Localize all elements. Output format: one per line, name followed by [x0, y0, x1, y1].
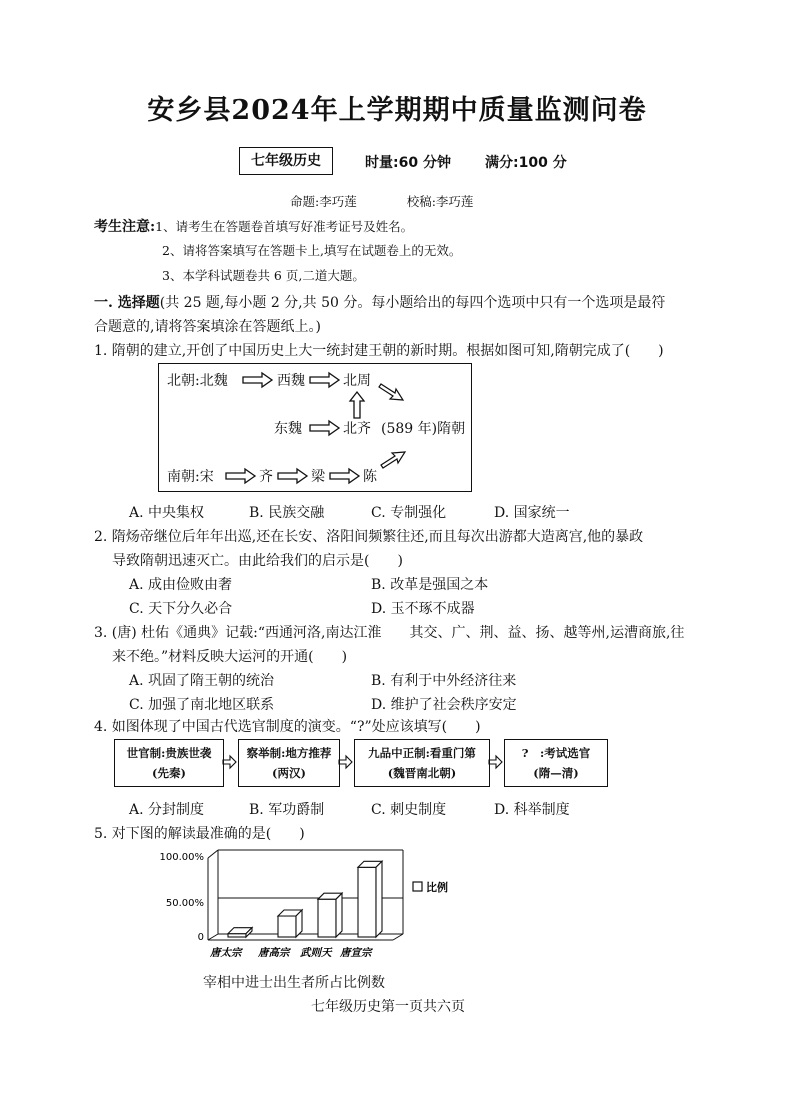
y-tick-label: 0 [197, 932, 204, 943]
north-label: 北朝:北魏 [167, 373, 228, 389]
page-title: 安乡县2024年上学期期中质量监测问卷 [147, 95, 647, 126]
q2-stem-1: 2. 隋炀帝继位后年年出巡,还在长安、洛阳间频繁往还,而且每次出游都大造离宫,他的暴政 [94, 529, 644, 545]
exam-info [0, 147, 794, 177]
q3-option-a: A. 巩固了隋王朝的统治 [129, 673, 275, 689]
arrow-right-icon [225, 468, 257, 484]
q4-option-c: C. 刺史制度 [371, 802, 447, 818]
grade-box: 七年级历史 [239, 147, 333, 175]
section-label: 一. 选择题 [94, 295, 160, 311]
q2-option-a: A. 成由俭败由奢 [129, 577, 233, 593]
flow-box-4-line1: ? :考试选官 [521, 746, 591, 760]
q4-option-d: D. 科举制度 [494, 802, 570, 818]
q4-option-b: B. 军功爵制 [249, 802, 325, 818]
q2-option-d: D. 玉不琢不成器 [371, 601, 475, 617]
q5-stem: 5. 对下图的解读最准确的是( ) [94, 826, 305, 842]
q1-stem: 1. 隋朝的建立,开创了中国历史上大一统封建王朝的新时期。根据如图可知,隋朝完成了( ) [94, 343, 664, 359]
northern-qi: 北齐 [343, 421, 371, 437]
eastern-wei: 东魏 [274, 421, 302, 437]
section-text-2: 合题意的,请将答案填涂在答题纸上。) [94, 319, 321, 335]
exam-score: 满分:100 分 [485, 155, 567, 171]
x-tick-label: 唐宣宗 [340, 947, 372, 959]
arrow-up-icon [349, 391, 365, 419]
notice-line-1: 1、请考生在答题卷首填写好准考证号及姓名。 [155, 219, 414, 234]
q2-option-b: B. 改革是强国之本 [371, 577, 489, 593]
q3-option-c: C. 加强了南北地区联系 [129, 697, 275, 713]
flow-box-2-line2: (两汉) [272, 766, 306, 780]
y-tick-label: 50.00% [165, 898, 204, 909]
section-text-1: (共 25 题,每小题 2 分,共 50 分。每小题给出的每四个选项中只有一个选项是最符 [159, 295, 666, 311]
y-tick-label: 100.00% [159, 852, 204, 863]
chart-bar [278, 910, 302, 937]
q3-option-d: D. 维护了社会秩序安定 [371, 697, 517, 713]
legend-label: 比例 [426, 881, 448, 894]
chart-bar [228, 928, 252, 937]
south-label: 南朝:宋 [167, 469, 214, 485]
flow-box-4 [504, 739, 608, 787]
arrow-right-icon [242, 372, 274, 388]
flow-box-2 [238, 739, 340, 787]
south-chen: 陈 [363, 469, 377, 485]
flow-box-1-line1: 世官制:贵族世袭 [126, 746, 212, 760]
q1-option-c: C. 专制强化 [371, 505, 447, 521]
q1-option-d: D. 国家统一 [494, 505, 570, 521]
q1-option-b: B. 民族交融 [249, 505, 325, 521]
q2-stem-2: 导致隋朝迅速灭亡。由此给我们的启示是( ) [112, 553, 403, 569]
x-tick-label: 唐太宗 [210, 947, 242, 959]
arrow-right-icon [339, 756, 353, 768]
q4-option-a: A. 分封制度 [129, 802, 205, 818]
flow-box-3-line1: 九品中正制:看重门第 [368, 746, 476, 760]
x-tick-label: 唐高宗 [258, 947, 290, 959]
flow-box-1 [114, 739, 224, 787]
dynasty-diagram [158, 363, 472, 492]
arrow-right-icon [489, 756, 503, 768]
arrow-right-icon [329, 468, 361, 484]
legend-swatch [413, 882, 422, 891]
northern-zhou: 北周 [343, 373, 371, 389]
arrow-diagonal-down-icon [379, 380, 405, 402]
chart-caption: 宰相中进士出生者所占比例数 [203, 975, 385, 991]
arrow-diagonal-up-icon [381, 450, 407, 472]
arrow-right-icon [277, 468, 309, 484]
exam-time: 时量:60 分钟 [365, 155, 451, 171]
x-tick-label: 武则天 [300, 947, 332, 959]
flow-box-3-line2: (魏晋南北朝) [387, 766, 457, 780]
chart-bar [318, 893, 342, 937]
south-liang: 梁 [311, 469, 325, 485]
arrow-right-icon [309, 372, 341, 388]
chart-bar [358, 861, 382, 937]
flow-box-3 [354, 739, 490, 787]
q1-option-a: A. 中央集权 [129, 505, 205, 521]
q4-stem: 4. 如图体现了中国古代选官制度的演变。“?”处应该填写( ) [94, 719, 481, 735]
ratio-bar-chart [159, 848, 463, 963]
arrow-right-icon [223, 756, 237, 768]
notice-line-2: 2、请将答案填写在答题卡上,填写在试题卷上的无效。 [162, 243, 462, 258]
flow-box-1-line2: (先秦) [152, 766, 186, 780]
chart-legend [413, 880, 448, 894]
q3-stem-1: 3. (唐) 杜佑《通典》记载:“西通河洛,南达江淮 其交、广、荆、益、扬、越等州,运漕商旅,往 [94, 625, 685, 641]
south-qi: 齐 [259, 469, 273, 485]
q3-stem-2: 来不绝。”材料反映大运河的开通( ) [112, 649, 348, 665]
western-wei: 西魏 [277, 373, 305, 389]
authors: 命题:李巧莲 校稿:李巧莲 [290, 194, 474, 209]
notice-label: 考生注意: [94, 219, 156, 235]
page-footer: 七年级历史第一页共六页 [311, 999, 465, 1015]
sui-dynasty: (589 年)隋朝 [381, 421, 466, 437]
q2-option-c: C. 天下分久必合 [129, 601, 233, 617]
arrow-right-icon [309, 420, 341, 436]
flow-box-4-line2: (隋—清) [533, 766, 579, 780]
flow-box-2-line1: 察举制:地方推荐 [246, 746, 332, 760]
notice-line-3: 3、本学科试题卷共 6 页,二道大题。 [162, 268, 365, 283]
q3-option-b: B. 有利于中外经济往来 [371, 673, 517, 689]
